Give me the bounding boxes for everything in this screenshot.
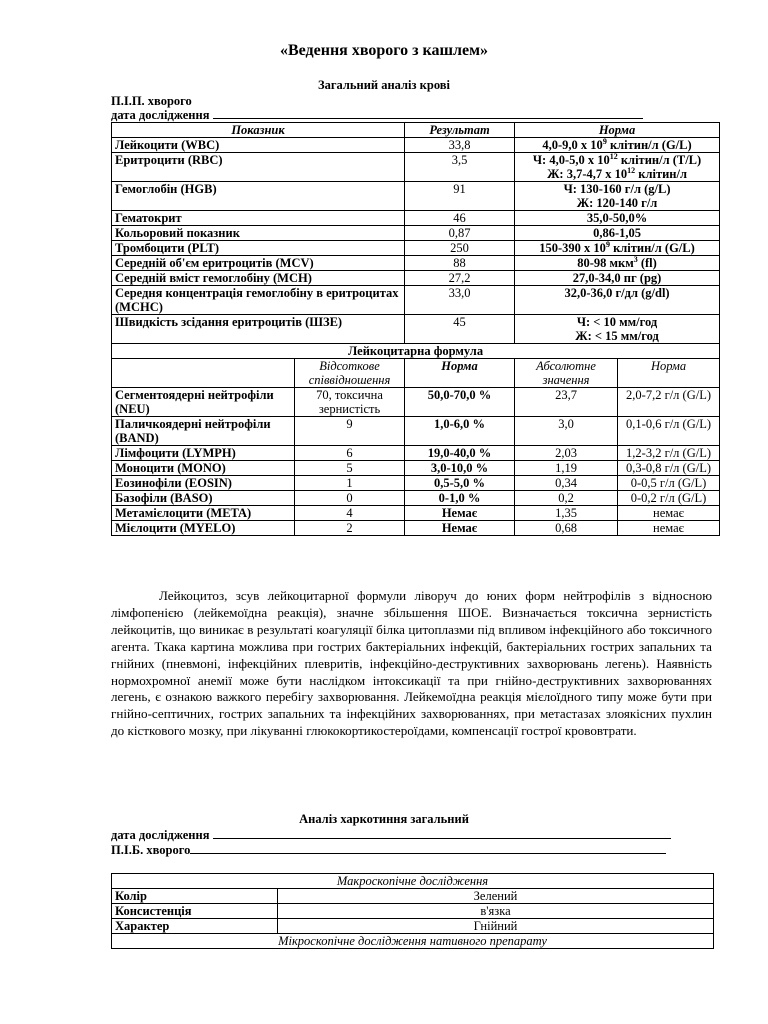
parameter-norm: 4,0-9,0 x $10^9$ клітин/л (G/L) — [515, 138, 720, 153]
cell-norm-percent: 0,5-5,0 % — [405, 476, 515, 491]
sputum-table — [111, 873, 714, 949]
cell-type-name: Еозинофіли (EOSIN) — [112, 476, 295, 491]
cell-type-name: Базофіли (BASO) — [112, 491, 295, 506]
sputum-param-value: Гнійний — [278, 919, 714, 934]
sputum-patient-blank[interactable] — [190, 843, 666, 854]
parameter-norm: Ч: 130-160 г/л (g/L) Ж: 120-140 г/л — [515, 182, 720, 211]
table-row — [112, 315, 720, 344]
cell-norm-percent: 1,0-6,0 % — [405, 417, 515, 446]
table-row — [112, 256, 720, 271]
conclusion-paragraph: Лейкоцитоз, зсув лейкоцитарної формули ліворуч до юних форм нейтрофілів з відносною лімфопенією (лейкемоїдна реакція), значне збільшення ШОЕ. Визначається токсична зернистість лейкоцитів, що виникає в результаті коагуляції білка цитоплазми під впливом інфекційного або токсичного агента. Ткака картинa можлива при гострих бактеріальних інфекцій, бактеріальних гострих запальних та гнійних (пневмоні, інфекційних плевритів, інфекційно-деструктивних захворювань легень). Наявність нормохромної анемії може бути наслідком інтоксикації та при гнійно-деструктивних захворюваннях легень, є ознакою важкого перебігу захворювання. Лейкемоїдна реакція мієлоїдного типу може бути при гнійно-септичних, гострих запальних та інфекційних захворюваннях, при метастазах злоякісних пухлин до кісткового мозку, при лікуванні глюкокортикостероїдами, компенсації гострої крововтрати. — [111, 588, 712, 739]
cell-norm-absolute: 0-0,2 г/л (G/L) — [618, 491, 720, 506]
cell-type-name: Моноцити (MONO) — [112, 461, 295, 476]
cell-norm-percent: 0-1,0 % — [405, 491, 515, 506]
header-absolute: Абсолютне значення — [515, 359, 618, 388]
table-row — [112, 138, 720, 153]
formula-heading: Лейкоцитарна формула — [112, 344, 720, 359]
cell-absolute: 1,35 — [515, 506, 618, 521]
parameter-norm: 150-390 x $10^9$ клітин/л (G/L) — [515, 241, 720, 256]
table-row — [112, 182, 720, 211]
cell-norm-absolute: немає — [618, 506, 720, 521]
blood-test-table — [111, 122, 720, 536]
parameter-norm: 27,0-34,0 пг (pg) — [515, 271, 720, 286]
table-row — [112, 491, 720, 506]
cell-absolute: 2,03 — [515, 446, 618, 461]
cell-type-name: Сегментоядерні нейтрофіли (NEU) — [112, 388, 295, 417]
sputum-param-name: Консистенція — [112, 904, 278, 919]
header-parameter: Показник — [112, 123, 405, 138]
formula-header-row — [112, 359, 720, 388]
cell-absolute: 0,34 — [515, 476, 618, 491]
macro-heading-row — [112, 874, 714, 889]
formula-heading-row — [112, 344, 720, 359]
sputum-param-name: Характер — [112, 919, 278, 934]
study-date-label: дата дослідження — [111, 108, 210, 122]
formula-header-empty — [112, 359, 295, 388]
cell-type-name: Метамієлоцити (META) — [112, 506, 295, 521]
cell-norm-percent: 3,0-10,0 % — [405, 461, 515, 476]
table-row — [112, 461, 720, 476]
macro-heading: Макроскопічне дослідження — [112, 874, 714, 889]
header-norm-percent: Норма — [405, 359, 515, 388]
table-row — [112, 226, 720, 241]
sputum-row — [112, 904, 714, 919]
sputum-param-name: Колір — [112, 889, 278, 904]
table-row — [112, 521, 720, 536]
cell-norm-percent: Немає — [405, 506, 515, 521]
cell-percent: 4 — [295, 506, 405, 521]
cell-norm-percent: 50,0-70,0 % — [405, 388, 515, 417]
cell-percent: 6 — [295, 446, 405, 461]
table-row — [112, 271, 720, 286]
cell-absolute: 1,19 — [515, 461, 618, 476]
cell-type-name: Лімфоцити (LYMPH) — [112, 446, 295, 461]
cell-percent: 9 — [295, 417, 405, 446]
cell-absolute: 0,2 — [515, 491, 618, 506]
header-norm: Норма — [515, 123, 720, 138]
cell-absolute: 3,0 — [515, 417, 618, 446]
parameter-result: 91 — [405, 182, 515, 211]
parameter-name: Гемоглобін (HGB) — [112, 182, 405, 211]
cell-norm-percent: 19,0-40,0 % — [405, 446, 515, 461]
micro-heading: Мікроскопічне дослідження нативного препарату — [112, 934, 714, 949]
cell-norm-absolute: 2,0-7,2 г/л (G/L) — [618, 388, 720, 417]
sputum-param-value: Зелений — [278, 889, 714, 904]
cell-percent: 2 — [295, 521, 405, 536]
cell-type-name: Паличкоядерні нейтрофіли (BAND) — [112, 417, 295, 446]
parameter-name: Гематокрит — [112, 211, 405, 226]
cell-type-name: Мієлоцити (MYELO) — [112, 521, 295, 536]
parameter-name: Тромбоцити (PLT) — [112, 241, 405, 256]
sputum-date-label: дата дослідження — [111, 828, 210, 842]
parameter-name: Еритроцити (RBC) — [112, 153, 405, 182]
parameter-norm: 0,86-1,05 — [515, 226, 720, 241]
parameter-name: Середня концентрація гемоглобіну в еритроцитах (MCHC) — [112, 286, 405, 315]
table-row — [112, 153, 720, 182]
parameter-norm: Ч: 4,0-5,0 x $10^{12}$ клітин/л (T/L) Ж: 3,7-4,7 x $10^{12}$ клітин/л — [515, 153, 720, 182]
sputum-patient-line — [111, 843, 666, 858]
parameter-result: 45 — [405, 315, 515, 344]
sputum-row — [112, 919, 714, 934]
cell-absolute: 23,7 — [515, 388, 618, 417]
cell-norm-absolute: 0-0,5 г/л (G/L) — [618, 476, 720, 491]
table-row — [112, 476, 720, 491]
document-title: «Ведення хворого з кашлем» — [279, 42, 489, 59]
parameter-name: Середній об'єм еритроцитів (MCV) — [112, 256, 405, 271]
sputum-date-line — [111, 828, 671, 843]
parameter-result: 250 — [405, 241, 515, 256]
table-header-row — [112, 123, 720, 138]
header-percent: Відсоткове співвідношення — [295, 359, 405, 388]
parameter-norm: 80-98 мкм$^3$ (fl) — [515, 256, 720, 271]
table-row — [112, 211, 720, 226]
parameter-norm: 32,0-36,0 г/дл (g/dl) — [515, 286, 720, 315]
parameter-result: 27,2 — [405, 271, 515, 286]
patient-label: П.І.П. хворого — [111, 94, 192, 108]
cell-norm-absolute: немає — [618, 521, 720, 536]
sputum-test-heading: Аналіз харкотиння загальний — [299, 812, 469, 826]
micro-heading-row — [112, 934, 714, 949]
parameter-result: 88 — [405, 256, 515, 271]
blood-test-heading: Загальний аналіз крові — [317, 78, 450, 92]
sputum-patient-label: П.І.Б. хворого — [111, 843, 191, 857]
parameter-name: Лейкоцити (WBC) — [112, 138, 405, 153]
sputum-date-blank[interactable] — [213, 828, 671, 839]
table-row — [112, 506, 720, 521]
parameter-result: 0,87 — [405, 226, 515, 241]
sputum-row — [112, 889, 714, 904]
cell-norm-absolute: 1,2-3,2 г/л (G/L) — [618, 446, 720, 461]
patient-name-line — [111, 94, 192, 109]
table-row — [112, 388, 720, 417]
cell-percent: 5 — [295, 461, 405, 476]
study-date-line — [111, 108, 643, 123]
cell-norm-absolute: 0,1-0,6 г/л (G/L) — [618, 417, 720, 446]
table-row — [112, 417, 720, 446]
table-row — [112, 241, 720, 256]
cell-percent: 70, токсична зернистість — [295, 388, 405, 417]
sputum-param-value: в'язка — [278, 904, 714, 919]
parameter-name: Середній вміст гемоглобіну (MCH) — [112, 271, 405, 286]
table-row — [112, 446, 720, 461]
parameter-norm: 35,0-50,0% — [515, 211, 720, 226]
parameter-name: Швидкість зсідання еритроцитів (ШЗЕ) — [112, 315, 405, 344]
cell-absolute: 0,68 — [515, 521, 618, 536]
cell-norm-percent: Немає — [405, 521, 515, 536]
cell-percent: 0 — [295, 491, 405, 506]
study-date-blank[interactable] — [213, 108, 643, 119]
header-result: Результат — [405, 123, 515, 138]
parameter-name: Кольоровий показник — [112, 226, 405, 241]
parameter-result: 33,8 — [405, 138, 515, 153]
parameter-result: 3,5 — [405, 153, 515, 182]
table-row — [112, 286, 720, 315]
parameter-result: 33,0 — [405, 286, 515, 315]
cell-percent: 1 — [295, 476, 405, 491]
parameter-result: 46 — [405, 211, 515, 226]
header-norm-absolute: Норма — [618, 359, 720, 388]
parameter-norm: Ч: < 10 мм/год Ж: < 15 мм/год — [515, 315, 720, 344]
cell-norm-absolute: 0,3-0,8 г/л (G/L) — [618, 461, 720, 476]
